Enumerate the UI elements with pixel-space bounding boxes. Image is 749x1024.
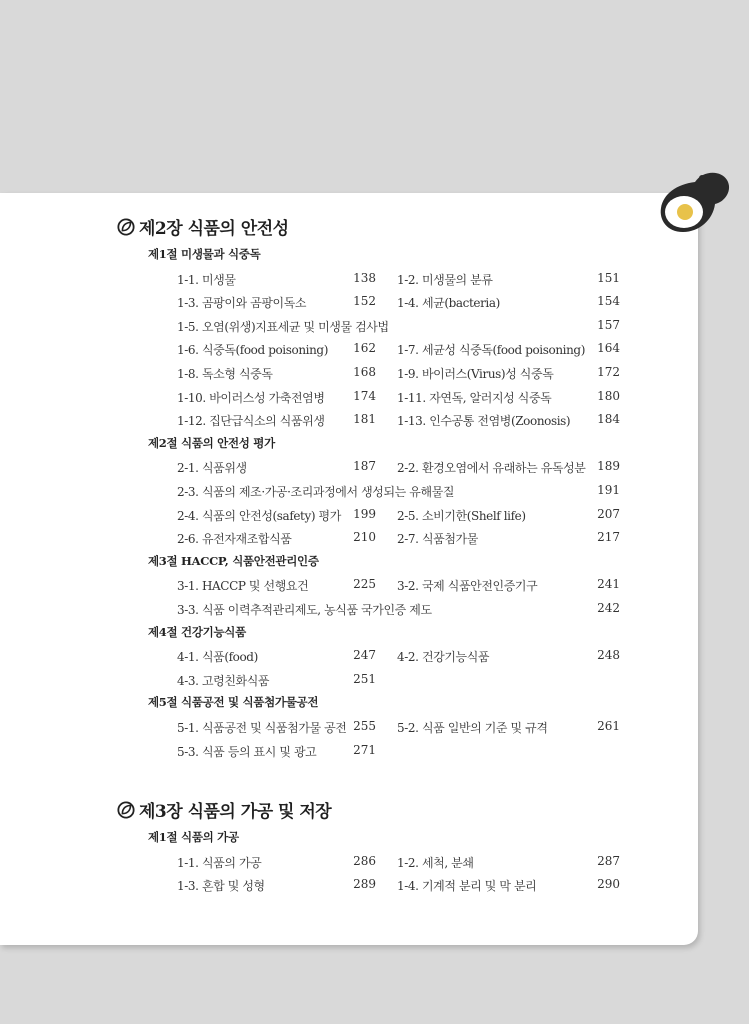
toc-entry-page: 168	[353, 365, 376, 379]
chapter-title	[117, 214, 289, 239]
toc-entry-title: 1-2. 세척, 분쇄	[397, 855, 474, 870]
toc-entry-title: 4-1. 식품(food)	[177, 650, 258, 665]
toc-entry-page: 184	[597, 412, 620, 427]
toc-entry-title: 5-3. 식품 등의 표시 및 광고	[177, 744, 317, 759]
toc-entry-page: 157	[597, 317, 620, 332]
toc-entry-page: 248	[597, 648, 620, 663]
toc-entry-page: 181	[353, 412, 376, 427]
toc-entry-title: 1-5. 오염(위생)지표세균 및 미생물 검사법	[177, 319, 389, 334]
toc-entry-page: 187	[353, 459, 376, 474]
toc-entry-page: 174	[353, 388, 376, 403]
toc-entry-title: 2-4. 식품의 안전성(safety) 평가	[177, 508, 341, 523]
section-title: 제1절 미생물과 식중독	[148, 247, 261, 261]
toc-entry-page: 241	[597, 577, 620, 592]
toc-entry-page: 210	[353, 530, 376, 545]
avocado-icon	[655, 168, 733, 236]
toc-entry-title: 1-1. 식품의 가공	[177, 855, 262, 870]
toc-entry-title: 1-13. 인수공통 전염병(Zoonosis)	[397, 414, 571, 429]
toc-entry-page: 152	[353, 294, 376, 309]
toc-entry-page: 172	[597, 365, 620, 379]
toc-entry-title: 1-7. 세균성 식중독(food poisoning)	[397, 343, 585, 358]
leaf-bullet-icon	[117, 801, 135, 819]
toc-entry-page: 217	[597, 530, 620, 545]
toc-entry-title: 1-12. 집단급식소의 식품위생	[177, 414, 325, 429]
toc-entry-page: 199	[353, 506, 376, 521]
toc-entry-page: 251	[353, 671, 376, 686]
toc-entry-page: 154	[597, 294, 620, 309]
toc-entry-page: 261	[597, 719, 620, 733]
toc-entry-page: 189	[597, 459, 620, 474]
toc-entry-title: 3-1. HACCP 및 선행요건	[177, 579, 309, 594]
toc-entry-title: 4-3. 고령친화식품	[177, 673, 270, 688]
toc-entry-title: 1-10. 바이러스성 가축전염병	[177, 390, 325, 405]
toc-entry-title: 5-1. 식품공전 및 식품첨가물 공전	[177, 721, 347, 735]
chapter-title-text: 제3장 식품의 가공 및 저장	[139, 802, 332, 822]
toc-entry-title: 1-6. 식중독(food poisoning)	[177, 343, 328, 358]
toc-entry-page: 164	[597, 341, 620, 356]
toc-entry-title: 2-1. 식품위생	[177, 461, 247, 476]
toc-entry-page: 242	[597, 601, 620, 615]
section-title: 제2절 식품의 안전성 평가	[148, 435, 275, 450]
section-title: 제5절 식품공전 및 식품첨가물공전	[148, 695, 319, 710]
toc-entry-title: 1-4. 기계적 분리 및 막 분리	[397, 879, 537, 894]
toc-entry-page: 162	[353, 341, 376, 356]
toc-entry-title: 3-2. 국제 식품안전인증기구	[397, 579, 538, 594]
toc-entry-title: 5-2. 식품 일반의 기준 및 규격	[397, 721, 548, 735]
toc-entry-title: 1-3. 곰팡이와 곰팡이독소	[177, 296, 307, 311]
toc-entry-title: 1-8. 독소형 식중독	[177, 367, 273, 381]
toc-entry-title: 1-2. 미생물의 분류	[397, 272, 493, 287]
toc-entry-page: 207	[597, 506, 620, 521]
chapter-title	[117, 797, 331, 822]
toc-entry-page: 255	[353, 719, 376, 733]
leaf-bullet-icon	[117, 218, 135, 236]
toc-entry-title: 2-7. 식품첨가물	[397, 532, 478, 547]
toc-entry-page: 247	[353, 648, 376, 663]
toc-entry-page: 225	[353, 577, 376, 592]
toc-entry-title: 1-3. 혼합 및 성형	[177, 879, 265, 894]
toc-entry-title: 2-6. 유전자재조합식품	[177, 532, 292, 547]
toc-entry-page: 271	[353, 742, 376, 757]
toc-entry-title: 2-2. 환경오염에서 유래하는 유독성분	[397, 461, 586, 476]
toc-entry-title: 3-3. 식품 이력추적관리제도, 농식품 국가인증 제도	[177, 603, 432, 617]
toc-entry-title: 1-4. 세균(bacteria)	[397, 296, 500, 311]
toc-entry-title: 4-2. 건강기능식품	[397, 650, 490, 665]
toc-entry-title: 1-1. 미생물	[177, 272, 236, 287]
toc-entry-page: 138	[353, 270, 376, 285]
toc-entry-page: 191	[597, 483, 620, 497]
toc-entry-page: 151	[597, 270, 620, 285]
toc-entry-title: 1-9. 바이러스(Virus)성 식중독	[397, 367, 554, 381]
chapter-title-text: 제2장 식품의 안전성	[139, 219, 289, 239]
toc-entry-page: 180	[597, 388, 620, 403]
toc-entry-title: 2-5. 소비기한(Shelf life)	[397, 508, 526, 523]
section-title: 제3절 HACCP, 식품안전관리인증	[148, 553, 319, 568]
toc-entry-page: 286	[353, 853, 376, 868]
toc-entry-page: 287	[597, 853, 620, 868]
toc-entry-page: 289	[353, 877, 376, 892]
toc-entry-title: 1-11. 자연독, 알러지성 식중독	[397, 390, 552, 405]
toc-entry-title: 2-3. 식품의 제조·가공·조리과정에서 생성되는 유해물질	[177, 485, 455, 499]
section-title: 제4절 건강기능식품	[148, 624, 246, 639]
toc-entry-page: 290	[597, 877, 620, 892]
section-title: 제1절 식품의 가공	[148, 830, 239, 844]
